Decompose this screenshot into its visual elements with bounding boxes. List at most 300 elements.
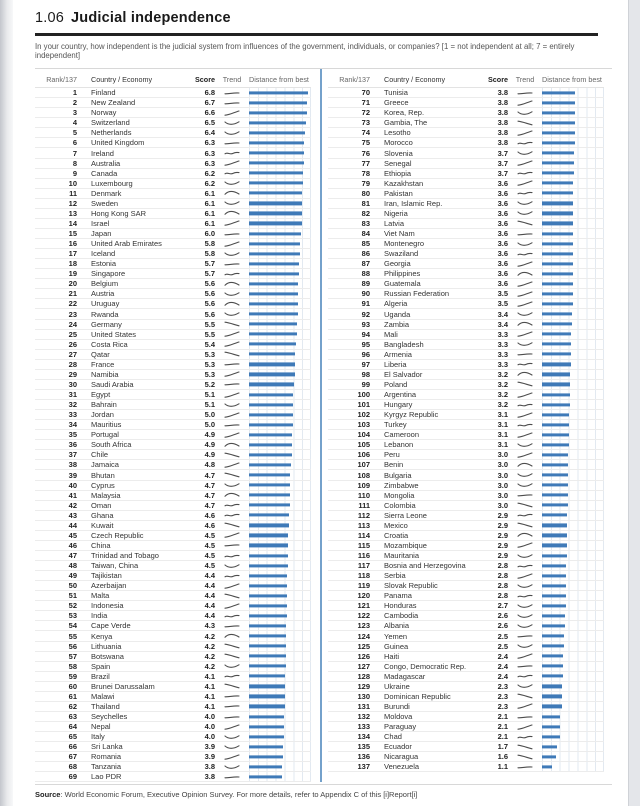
distance-bar-fill	[542, 554, 567, 557]
country-cell: Malaysia	[91, 490, 121, 500]
country-cell: Tunisia	[384, 88, 408, 98]
table-row	[328, 88, 604, 98]
country-cell: Lithuania	[91, 641, 122, 651]
country-cell: Czech Republic	[91, 530, 144, 540]
score-cell: 2.8	[497, 581, 508, 591]
distance-bar-track	[249, 521, 311, 530]
rank-cell: 132	[357, 712, 370, 721]
trend-sparkline-icon	[508, 350, 542, 358]
trend-sparkline-icon	[508, 330, 542, 338]
distance-bar-fill	[249, 403, 293, 406]
rank-cell: 83	[361, 218, 370, 228]
country-cell: Burundi	[384, 701, 410, 711]
table-row	[35, 541, 311, 551]
rank-cell: 52	[68, 601, 77, 611]
country-cell: Uruguay	[91, 299, 120, 309]
trend-sparkline-icon	[215, 280, 249, 288]
rank-cell: 37	[68, 450, 77, 460]
country-cell: Greece	[384, 98, 409, 108]
trend-sparkline-icon	[508, 421, 542, 429]
score-cell: 4.9	[204, 450, 215, 460]
rank-cell: 42	[68, 500, 77, 510]
trend-sparkline-icon	[508, 300, 542, 308]
rank-cell: 93	[361, 319, 370, 329]
col-country: Country / Economy	[384, 75, 446, 85]
distance-bar-track	[249, 642, 311, 651]
trend-sparkline-icon	[508, 451, 542, 459]
table-row	[35, 440, 311, 450]
rank-cell: 127	[357, 661, 370, 671]
distance-bar-track	[249, 138, 311, 147]
country-cell: Bahrain	[91, 400, 117, 410]
distance-bar-fill	[249, 413, 293, 416]
trend-sparkline-icon	[215, 632, 249, 640]
distance-bar-track	[542, 199, 604, 208]
score-cell: 3.8	[204, 772, 215, 782]
distance-bar-fill	[542, 272, 573, 275]
distance-bar-fill	[249, 453, 292, 456]
distance-bar-fill	[542, 574, 566, 577]
table-row	[35, 682, 311, 692]
trend-sparkline-icon	[215, 441, 249, 449]
score-cell: 5.1	[204, 390, 215, 399]
country-cell: Korea, Rep.	[384, 108, 425, 118]
score-cell: 6.2	[204, 168, 215, 178]
trend-sparkline-icon	[508, 391, 542, 399]
distance-bar-fill	[249, 675, 285, 678]
score-cell: 3.3	[497, 349, 508, 359]
score-cell: 1.7	[497, 742, 508, 752]
distance-bar-fill	[249, 383, 294, 386]
trend-sparkline-icon	[215, 350, 249, 358]
distance-bar-track	[249, 118, 311, 127]
rank-cell: 31	[68, 390, 77, 399]
trend-sparkline-icon	[508, 642, 542, 650]
distance-bar-track	[542, 470, 604, 479]
rank-cell: 121	[357, 601, 370, 611]
score-cell: 2.4	[497, 651, 508, 661]
distance-bar-fill	[249, 594, 287, 597]
trend-sparkline-icon	[508, 270, 542, 278]
distance-bar-fill	[249, 373, 295, 376]
table-row	[35, 591, 311, 601]
distance-bar-fill	[542, 242, 573, 245]
distance-bar-fill	[542, 172, 574, 175]
country-cell: Kenya	[91, 631, 113, 641]
table-row	[35, 662, 311, 672]
distance-bar-track	[249, 189, 311, 198]
distance-bar-fill	[249, 483, 290, 486]
country-cell: Paraguay	[384, 722, 417, 732]
country-cell: Honduras	[384, 601, 417, 611]
table-row	[328, 531, 604, 541]
trend-sparkline-icon	[508, 702, 542, 710]
trend-sparkline-icon	[508, 552, 542, 560]
table-row	[35, 611, 311, 621]
table-row	[328, 521, 604, 531]
distance-bar-track	[542, 299, 604, 308]
trend-sparkline-icon	[215, 310, 249, 318]
score-cell: 3.2	[497, 400, 508, 410]
rank-cell: 137	[357, 762, 370, 772]
rank-cell: 95	[361, 339, 370, 349]
distance-bar-fill	[542, 675, 563, 678]
score-cell: 5.5	[204, 329, 215, 339]
distance-bar-fill	[542, 584, 566, 587]
score-cell: 3.1	[497, 420, 508, 430]
table-row	[35, 259, 311, 269]
trend-sparkline-icon	[508, 592, 542, 600]
distance-bar-fill	[542, 91, 575, 94]
score-cell: 3.2	[497, 369, 508, 379]
distance-bar-track	[542, 561, 604, 570]
trend-sparkline-icon	[508, 169, 542, 177]
score-cell: 4.2	[204, 631, 215, 641]
country-cell: Jamaica	[91, 460, 119, 470]
table-row	[328, 491, 604, 501]
trend-sparkline-icon	[508, 652, 542, 660]
table-row	[35, 762, 311, 772]
distance-bar-track	[249, 179, 311, 188]
country-cell: New Zealand	[91, 98, 136, 108]
distance-bar-track	[249, 440, 311, 449]
score-cell: 1.6	[497, 752, 508, 762]
score-cell: 4.1	[204, 701, 215, 711]
trend-sparkline-icon	[215, 219, 249, 227]
distance-bar-track	[249, 621, 311, 630]
trend-sparkline-icon	[215, 541, 249, 549]
table-row	[328, 470, 604, 480]
score-cell: 2.1	[497, 732, 508, 742]
table-row	[35, 491, 311, 501]
trend-sparkline-icon	[508, 109, 542, 117]
trend-sparkline-icon	[215, 240, 249, 248]
distance-bar-track	[249, 561, 311, 570]
country-cell: Georgia	[384, 259, 411, 269]
distance-bar-track	[542, 420, 604, 429]
distance-bar-fill	[542, 765, 552, 768]
distance-bar-track	[249, 128, 311, 137]
country-cell: Spain	[91, 661, 111, 671]
country-cell: Slovak Republic	[384, 581, 438, 591]
distance-bar-track	[542, 481, 604, 490]
trend-sparkline-icon	[508, 622, 542, 630]
distance-bar-track	[249, 330, 311, 339]
distance-bar-track	[249, 309, 311, 318]
rank-cell: 73	[361, 118, 370, 128]
rank-cell: 2	[72, 98, 77, 108]
score-cell: 6.6	[204, 108, 215, 118]
distance-bar-fill	[542, 322, 572, 325]
rank-cell: 25	[68, 329, 77, 339]
rank-cell: 110	[357, 490, 370, 500]
country-cell: Malawi	[91, 691, 115, 701]
rank-cell: 87	[361, 259, 370, 269]
page-edge-right	[628, 0, 640, 806]
distance-bar-fill	[249, 655, 286, 658]
table-row	[35, 279, 311, 289]
score-cell: 2.9	[497, 520, 508, 530]
score-cell: 4.4	[204, 591, 215, 601]
trend-sparkline-icon	[215, 391, 249, 399]
table-row	[35, 642, 311, 652]
trend-sparkline-icon	[508, 189, 542, 197]
table-header-right	[328, 69, 604, 88]
table-row	[328, 279, 604, 289]
table-row	[328, 320, 604, 330]
trend-sparkline-icon	[215, 501, 249, 509]
rank-cell: 85	[361, 239, 370, 249]
rank-cell: 117	[357, 561, 370, 571]
trend-sparkline-icon	[508, 290, 542, 298]
country-cell: El Salvador	[384, 369, 423, 379]
country-cell: Liberia	[384, 359, 407, 369]
distance-bar-track	[542, 309, 604, 318]
distance-bar-track	[542, 642, 604, 651]
distance-bar-track	[542, 501, 604, 510]
trend-sparkline-icon	[215, 159, 249, 167]
table-row	[35, 470, 311, 480]
table-row	[35, 752, 311, 762]
table-row	[35, 400, 311, 410]
rank-cell: 4	[72, 118, 77, 128]
distance-bar-track	[542, 631, 604, 640]
distance-bar-track	[542, 712, 604, 721]
table-row	[328, 621, 604, 631]
distance-bar-track	[249, 219, 311, 228]
trend-sparkline-icon	[215, 109, 249, 117]
trend-sparkline-icon	[508, 531, 542, 539]
distance-bar-track	[542, 370, 604, 379]
trend-sparkline-icon	[215, 290, 249, 298]
country-cell: Mauritius	[91, 420, 122, 430]
country-cell: Denmark	[91, 188, 122, 198]
table-row	[328, 309, 604, 319]
table-row	[328, 269, 604, 279]
trend-sparkline-icon	[215, 552, 249, 560]
trend-sparkline-icon	[508, 370, 542, 378]
country-cell: Guinea	[384, 641, 409, 651]
distance-bar-track	[249, 672, 311, 681]
distance-bar-fill	[249, 634, 286, 637]
trend-sparkline-icon	[215, 169, 249, 177]
table-row	[35, 340, 311, 350]
score-cell: 3.8	[497, 138, 508, 148]
table-row	[328, 742, 604, 752]
trend-sparkline-icon	[508, 199, 542, 207]
rank-cell: 10	[68, 178, 77, 188]
table-row	[328, 591, 604, 601]
distance-bar-track	[249, 390, 311, 399]
distance-bar-fill	[249, 765, 282, 768]
rank-cell: 70	[361, 88, 370, 98]
distance-bar-track	[249, 511, 311, 520]
distance-bar-fill	[542, 383, 570, 386]
distance-bar-fill	[542, 534, 567, 537]
distance-bar-track	[249, 159, 311, 168]
country-cell: Nepal	[91, 722, 111, 732]
table-row	[35, 601, 311, 611]
trend-sparkline-icon	[508, 632, 542, 640]
trend-sparkline-icon	[508, 240, 542, 248]
trend-sparkline-icon	[215, 189, 249, 197]
table-row	[35, 521, 311, 531]
country-cell: Indonesia	[91, 601, 124, 611]
table-row	[328, 541, 604, 551]
table-row	[328, 350, 604, 360]
distance-bar-track	[249, 108, 311, 117]
table-row	[328, 98, 604, 108]
rank-cell: 12	[68, 198, 77, 208]
rank-cell: 106	[357, 450, 370, 460]
trend-sparkline-icon	[508, 380, 542, 388]
country-cell: Singapore	[91, 269, 126, 279]
trend-sparkline-icon	[215, 380, 249, 388]
country-cell: Swaziland	[384, 249, 419, 259]
table-row	[328, 138, 604, 148]
table-row	[328, 702, 604, 712]
rank-cell: 50	[68, 581, 77, 591]
score-cell: 3.1	[497, 440, 508, 450]
rank-cell: 120	[357, 591, 370, 601]
rank-cell: 89	[361, 279, 370, 289]
country-cell: Sierra Leone	[384, 510, 427, 520]
rank-cell: 16	[68, 239, 77, 249]
country-cell: Bosnia and Herzegovina	[384, 561, 466, 571]
source-label: Source	[35, 790, 61, 800]
country-cell: Iran, Islamic Rep.	[384, 198, 443, 208]
table-header-left	[35, 69, 311, 88]
rank-cell: 51	[68, 591, 77, 601]
country-cell: Slovenia	[384, 148, 413, 158]
distance-bar-fill	[542, 755, 556, 758]
table-row	[35, 118, 311, 128]
distance-bar-track	[542, 450, 604, 459]
country-cell: Morocco	[384, 138, 413, 148]
country-cell: United Arab Emirates	[91, 239, 162, 249]
score-cell: 5.7	[204, 269, 215, 279]
rank-cell: 76	[361, 148, 370, 158]
table-row	[328, 259, 604, 269]
table-row	[35, 128, 311, 138]
distance-bar-track	[542, 340, 604, 349]
table-row	[328, 189, 604, 199]
rank-cell: 116	[357, 551, 370, 560]
rank-cell: 53	[68, 611, 77, 621]
score-cell: 6.1	[204, 188, 215, 198]
trend-sparkline-icon	[508, 179, 542, 187]
trend-sparkline-icon	[508, 159, 542, 167]
distance-bar-fill	[542, 705, 562, 708]
distance-bar-track	[249, 169, 311, 178]
table-row	[35, 309, 311, 319]
distance-bar-track	[542, 108, 604, 117]
distance-bar-fill	[542, 725, 560, 728]
table-row	[328, 581, 604, 591]
score-cell: 3.0	[497, 480, 508, 490]
score-cell: 2.9	[497, 551, 508, 560]
country-cell: Mozambique	[384, 540, 427, 550]
distance-bar-fill	[542, 343, 571, 346]
score-cell: 5.1	[204, 400, 215, 410]
table-row	[328, 249, 604, 259]
trend-sparkline-icon	[508, 431, 542, 439]
score-cell: 2.6	[497, 611, 508, 621]
score-cell: 6.1	[204, 218, 215, 228]
table-row	[328, 601, 604, 611]
country-cell: Azerbaijan	[91, 581, 127, 591]
table-row	[328, 128, 604, 138]
rank-cell: 57	[68, 651, 77, 661]
rank-cell: 134	[357, 732, 370, 742]
country-cell: Panama	[384, 591, 412, 601]
distance-bar-fill	[249, 141, 304, 144]
distance-bar-track	[542, 521, 604, 530]
table-row	[35, 169, 311, 179]
trend-sparkline-icon	[508, 481, 542, 489]
distance-bar-fill	[249, 353, 295, 356]
score-cell: 4.7	[204, 470, 215, 480]
country-cell: Cameroon	[384, 430, 420, 440]
country-cell: Malta	[91, 591, 110, 601]
table-row	[35, 511, 311, 521]
rank-cell: 107	[357, 460, 370, 470]
rank-cell: 133	[357, 722, 370, 732]
rank-cell: 56	[68, 641, 77, 651]
country-cell: Dominican Republic	[384, 691, 451, 701]
score-cell: 4.2	[204, 661, 215, 671]
rank-cell: 48	[68, 561, 77, 571]
distance-bar-fill	[542, 292, 573, 295]
table-row	[328, 551, 604, 561]
distance-bar-track	[542, 511, 604, 520]
country-cell: Nicaragua	[384, 752, 419, 762]
table-row	[328, 752, 604, 762]
score-cell: 4.0	[204, 732, 215, 742]
distance-bar-fill	[542, 473, 568, 476]
distance-bar-track	[542, 410, 604, 419]
table-row	[35, 209, 311, 219]
distance-bar-track	[542, 692, 604, 701]
score-cell: 4.6	[204, 520, 215, 530]
distance-bar-track	[249, 682, 311, 691]
distance-bar-track	[249, 531, 311, 540]
distance-bar-track	[542, 430, 604, 439]
table-row	[328, 390, 604, 400]
trend-sparkline-icon	[215, 672, 249, 680]
score-cell: 3.0	[497, 470, 508, 480]
rank-cell: 88	[361, 269, 370, 279]
distance-bar-track	[542, 229, 604, 238]
trend-sparkline-icon	[215, 270, 249, 278]
rank-cell: 104	[357, 430, 370, 440]
rank-cell: 66	[68, 742, 77, 752]
distance-bar-fill	[249, 202, 302, 205]
table-body-right	[328, 88, 604, 772]
distance-bar-fill	[542, 282, 573, 285]
trend-sparkline-icon	[215, 320, 249, 328]
trend-sparkline-icon	[508, 753, 542, 761]
distance-bar-fill	[542, 333, 571, 336]
score-cell: 3.0	[497, 490, 508, 500]
trend-sparkline-icon	[215, 602, 249, 610]
trend-sparkline-icon	[508, 713, 542, 721]
distance-bar-track	[542, 400, 604, 409]
distance-bar-fill	[542, 222, 573, 225]
table-row	[35, 98, 311, 108]
country-cell: Venezuela	[384, 762, 420, 772]
score-cell: 6.1	[204, 198, 215, 208]
